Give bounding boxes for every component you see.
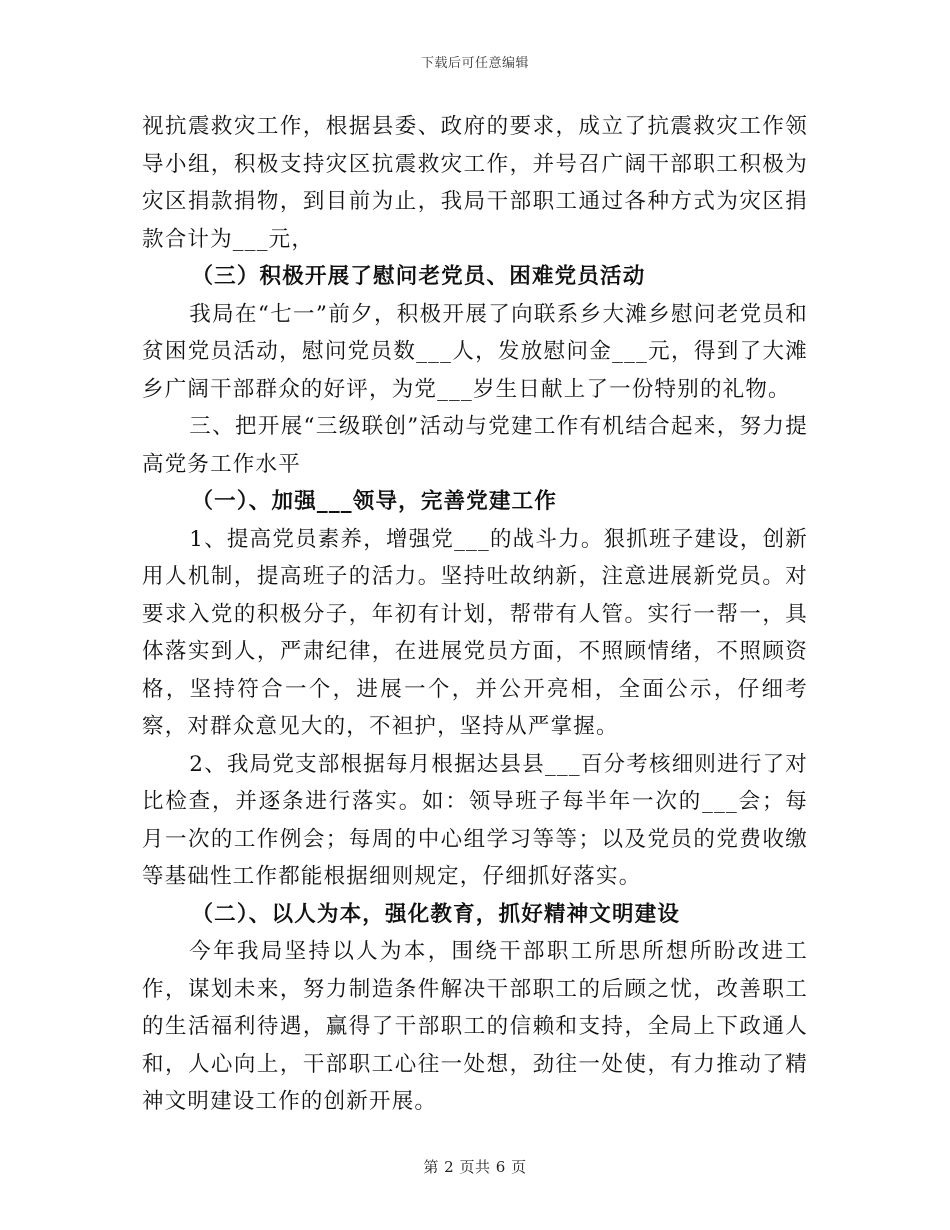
body-paragraph: 视抗震救灾工作，根据县委、政府的要求，成立了抗震救灾工作领导小组，积极支持灾区抗震救灾工作，并号召广阔干部职工积极为灾区捐款捐物，到目前为止，我局干部职工通过各种方式为灾区捐款合计为___元， (142, 114, 808, 252)
section-heading: （一）、加强___领导，完善党建工作 (191, 489, 558, 514)
section-heading: （三）积极开展了慰问老党员、困难党员活动 (191, 264, 646, 289)
document-body (142, 108, 808, 1121)
body-paragraph: 1、提高党员素养，增强党___的战斗力。狠抓班子建设，创新用人机制，提高班子的活力。坚持吐故纳新，注意进展新党员。对要求入党的积极分子，年初有计划，帮带有人管。实行一帮一，具体落实到人，严肃纪律，在进展党员方面，不照顾情绪，不照顾资格，坚持符合一个，进展一个，并公开亮相，全面公示，仔细考察，对群众意见大的，不袒护，坚持从严掌握。 (142, 526, 808, 739)
section-heading: （二）、以人为本，强化教育，抓好精神文明建设 (191, 901, 681, 927)
body-paragraph: 三、把开展“三级联创”活动与党建工作有机结合起来，努力提高党务工作水平 (142, 414, 808, 477)
page-footer: 第 2 页共 6 页 (423, 1158, 527, 1176)
body-paragraph: 今年我局坚持以人为本，围绕干部职工所思所想所盼改进工作，谋划未来，努力制造条件解决干部职工的后顾之忧，改善职工的生活福利待遇，赢得了干部职工的信赖和支持，全局上下政通人和，人心向上，干部职工心往一处想，劲往一处使，有力推动了精神文明建设工作的创新开展。 (142, 939, 808, 1114)
body-paragraph: 2、我局党支部根据每月根据达县县___百分考核细则进行了对比检查，并逐条进行落实。如：领导班子每半年一次的___会；每月一次的工作例会；每周的中心组学习等等；以及党员的党费收缴等基础性工作都能根据细则规定，仔细抓好落实。 (142, 751, 808, 889)
body-paragraph: 我局在“七一”前夕，积极开展了向联系乡大滩乡慰问老党员和贫困党员活动，慰问党员数___人，发放慰问金___元，得到了大滩乡广阔干部群众的好评，为党___岁生日献上了一份特别的礼物。 (142, 301, 808, 402)
page-header: 下载后可任意编辑 (420, 56, 529, 71)
